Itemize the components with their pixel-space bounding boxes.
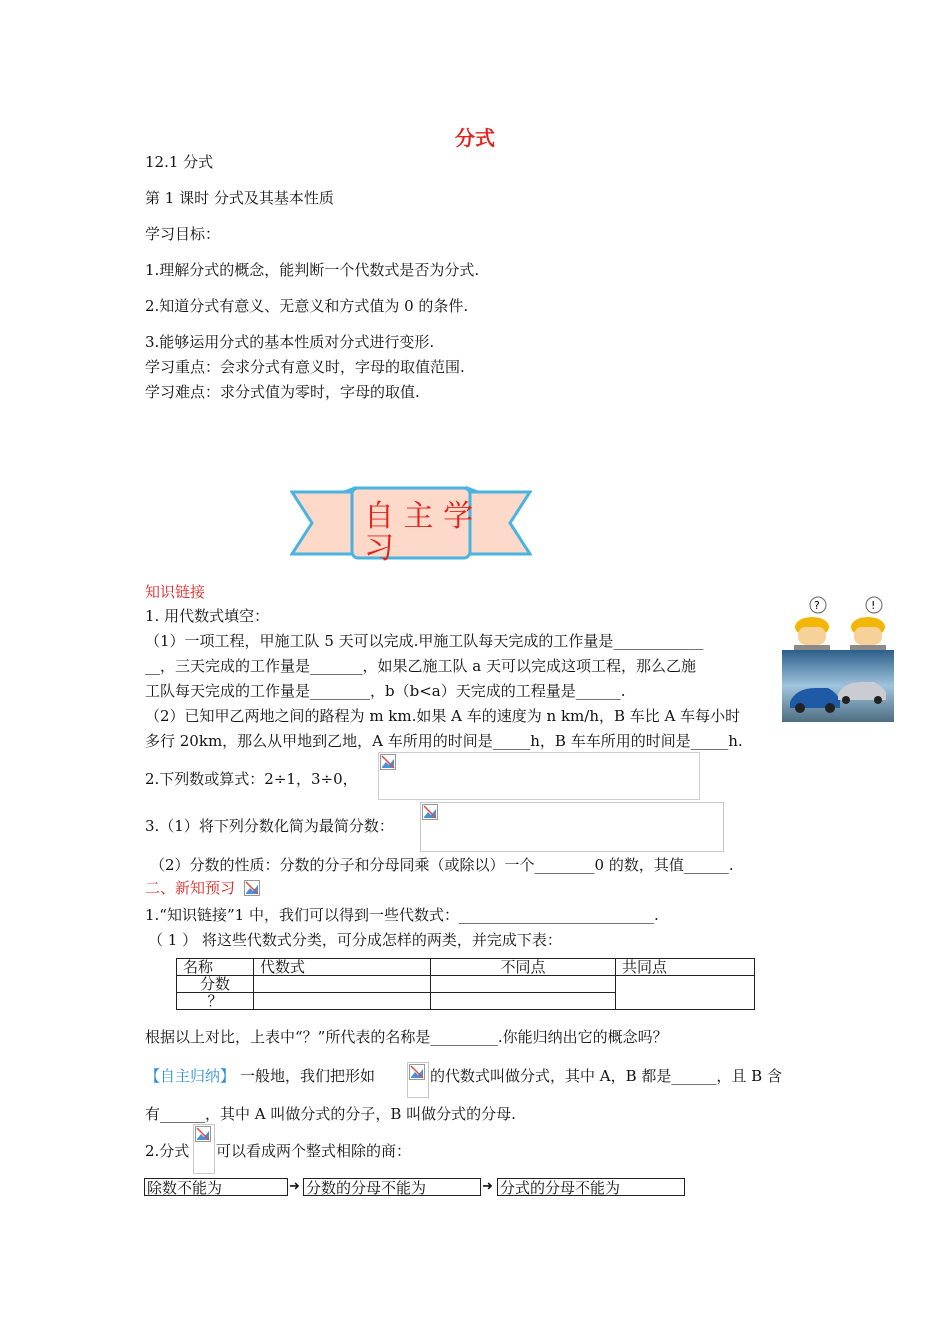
preview-p1: 1.“知识链接”1 中，我们可以得到一些代数式：__________________________. xyxy=(145,906,659,924)
flow-box-divisor: 除数不能为 xyxy=(144,1178,288,1196)
table-header-cell: 代数式 xyxy=(254,959,431,976)
broken-image-icon xyxy=(195,1126,211,1142)
preview-p2-a: 2.分式 xyxy=(145,1142,190,1160)
preview-p2-b: 可以看成两个整式相除的商： xyxy=(216,1142,412,1160)
comparison-table xyxy=(176,958,755,1010)
q1-1-line2: __，三天完成的工作量是_______，如果乙施工队 a 天可以完成这项工程，那么乙施 xyxy=(145,657,696,675)
q1-1-line1: （1）一项工程，甲施工队 5 天可以完成.甲施工队每天完成的工作量是____________ xyxy=(145,632,704,650)
preview-heading: 二、新知预习 xyxy=(145,879,236,897)
table-header-cell: 共同点 xyxy=(616,959,755,976)
goal-1: 1.理解分式的概念，能判断一个代数式是否为分式. xyxy=(145,261,480,279)
table-cell xyxy=(254,993,431,1010)
section-number: 12.1 分式 xyxy=(145,153,214,171)
knowledge-heading: 知识链接 xyxy=(145,583,206,601)
q3-2-text: （2）分数的性质：分数的分子和分母同乘（或除以）一个________0 的数，其值______. xyxy=(150,856,734,874)
flow-box-fraction-denominator: 分数的分母不能为 xyxy=(303,1178,481,1196)
workers-question-icon xyxy=(790,595,896,653)
svg-text:!: ! xyxy=(871,599,876,612)
table-cell: ？ xyxy=(177,993,254,1010)
table-header-row xyxy=(177,959,755,976)
table-header-cell: 名称 xyxy=(177,959,254,976)
goals-heading: 学习目标： xyxy=(145,225,221,243)
summary-line2: 有______，其中 A 叫做分式的分子，B 叫做分式的分母. xyxy=(145,1105,516,1123)
difficulty: 学习难点：求分式值为零时，字母的取值. xyxy=(145,383,420,401)
banner-text-line1: 自 主 学 xyxy=(364,499,474,534)
table-cell: 分数 xyxy=(177,976,254,993)
q2-text: 2.下列数或算式：2÷1，3÷0， xyxy=(145,770,358,788)
broken-image-icon xyxy=(380,754,396,770)
q1-2-line2: 多行 20km，那么从甲地到乙地，A 车所用的时间是_____h，B 车车所用的时间是_____h. xyxy=(145,732,743,750)
table-cell xyxy=(431,976,616,993)
table-cell xyxy=(254,976,431,993)
svg-text:?: ? xyxy=(814,599,820,612)
flow-box-algebraic-fraction-denominator: 分式的分母不能为 xyxy=(497,1178,685,1196)
goal-2: 2.知道分式有意义、无意义和方式值为 0 的条件. xyxy=(145,297,469,315)
broken-image-icon xyxy=(244,880,260,896)
q1-2-line1: （2）已知甲乙两地之间的路程为 m km.如果 A 车的速度为 n km/h，B 车比 A 车每小时 xyxy=(145,707,741,725)
table-row xyxy=(177,976,755,993)
arrow-right-icon: ➜ xyxy=(482,1179,493,1194)
banner-text-line2: 习 xyxy=(364,531,394,564)
q1-1-line3: 工队每天完成的工作量是________，b（b<a）天完成的工程量是______. xyxy=(145,682,626,700)
page-title: 分式 xyxy=(455,126,495,150)
key-point: 学习重点：会求分式有意义时，字母的取值范围. xyxy=(145,358,465,376)
summary-line1-b: 的代数式叫做分式，其中 A，B 都是______，且 B 含 xyxy=(430,1067,782,1085)
image-placeholder xyxy=(420,802,724,852)
self-study-banner xyxy=(290,486,532,564)
table-cell xyxy=(431,993,616,1010)
q1-title: 1. 用代数式填空： xyxy=(145,607,270,625)
preview-p1-sub: （ 1 ） 将这些代数式分类，可分成怎样的两类，并完成下表： xyxy=(148,931,562,949)
q3-1-text: 3.（1）将下列分数化简为最简分数： xyxy=(145,817,394,835)
image-placeholder xyxy=(378,752,700,800)
broken-image-icon xyxy=(409,1064,425,1080)
table-header-cell: 不同点 xyxy=(431,959,616,976)
arrow-right-icon: ➜ xyxy=(289,1179,300,1194)
after-table-text: 根据以上对比，上表中“？”所代表的名称是_________.你能归纳出它的概念吗？ xyxy=(145,1028,668,1046)
table-cell xyxy=(616,976,755,1010)
broken-image-icon xyxy=(422,804,438,820)
cars-photo xyxy=(782,650,894,722)
lesson-title: 第 1 课时 分式及其基本性质 xyxy=(145,189,334,207)
summary-line1-a: 一般地，我们把形如 xyxy=(240,1067,376,1085)
goal-3: 3.能够运用分式的基本性质对分式进行变形. xyxy=(145,333,435,351)
summary-label: 【自主归纳】 xyxy=(145,1067,236,1085)
